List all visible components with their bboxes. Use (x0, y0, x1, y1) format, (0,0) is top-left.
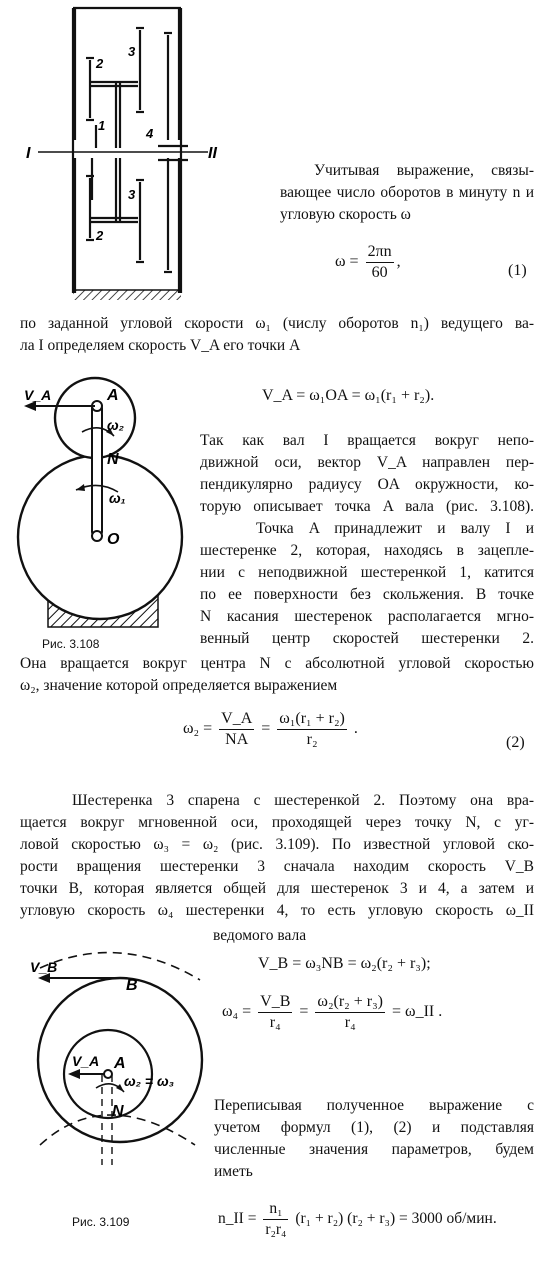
para4-line: N касания шестеренок располагается мгно- (200, 608, 534, 625)
para4-line: по ее поверхности без скольжения. В точке (200, 586, 534, 603)
paragraph-4 (200, 518, 534, 650)
para1-line: вающее число оборотов в минуту n и (280, 184, 534, 201)
label-shaft-in: I (26, 145, 31, 162)
eq-final-numerator: n₁ (269, 1200, 283, 1217)
para4-line: Точка A принадлежит и валу I и (256, 520, 534, 537)
para7-line: численные значения параметров, будем (214, 1141, 534, 1158)
eq2-f2-numerator: ω₁(r₁ + r₂) (279, 710, 345, 727)
eq2-tail: . (353, 720, 358, 738)
para6-line: точки B, которая является общей для шестеренок 3 и 4, а затем и (20, 880, 534, 897)
para7-line: иметь (214, 1163, 253, 1180)
paragraph-6 (20, 790, 534, 922)
label-gear-4: 4 (146, 126, 154, 141)
eq-w4-lhs: ω₄ = (222, 1003, 252, 1021)
eq2-f2-denominator: r₂ (277, 729, 347, 749)
para3-line: пендикулярно радиусу OA окружности, ко- (200, 476, 534, 493)
para6-line: Шестеренка 3 спарена с шестеренкой 2. Поэтому она вра- (72, 792, 534, 809)
fig108-label-n: N (107, 451, 119, 468)
paragraph-2 (20, 313, 534, 357)
paragraph-3 (200, 430, 534, 518)
para5-line: Она вращается вокруг центра N с абсолютной угловой скоростью (20, 655, 534, 672)
eq-w4-f2-numerator: ω₂(r₂ + r₃) (317, 993, 384, 1010)
label-gear-3-top: 3 (128, 44, 136, 59)
eq1-denominator: 60 (366, 262, 394, 282)
para2-line: ла I определяем скорость V_A его точки A (20, 337, 301, 354)
para7-line: учетом формул (1), (2) и подставляя (214, 1119, 534, 1136)
eq-final-denominator: r₂r₄ (265, 1221, 287, 1238)
fig109-label-a: A (114, 1055, 126, 1072)
fig109-label-va: V_A (72, 1053, 100, 1069)
eq2-fraction-1 (219, 710, 254, 749)
fig108-label-w2: ω₂ (107, 417, 125, 433)
label-shaft-out: II (208, 145, 217, 162)
eq1-tail: , (396, 253, 401, 271)
para4-line: нии с неподвижной шестеренкой 1, катится (200, 564, 534, 581)
equation-w4 (222, 993, 442, 1032)
equation-1 (335, 243, 401, 282)
eq1-lhs: ω = (335, 253, 359, 271)
fig108-label-a: A (107, 387, 119, 404)
para1-line: Учитывая выражение, связы- (314, 162, 534, 179)
figure-3-109 (20, 940, 210, 1165)
label-gear-2-bottom: 2 (96, 228, 104, 243)
eq1-numerator: 2πn (367, 243, 392, 260)
fig108-label-va: V_A (24, 387, 52, 403)
label-gear-1: 1 (98, 118, 106, 133)
eq2-equals: = (261, 720, 271, 738)
eq-w4-f1-numerator: V_B (260, 993, 291, 1010)
equation-1-number: (1) (508, 262, 527, 279)
eq2-fraction-2 (277, 710, 347, 749)
eq-w4-equals: = (299, 1003, 309, 1021)
para6-line: рости вращения шестеренки 3 сначала находим скорость V_B (20, 858, 534, 875)
eq-final-lhs: n_II = (218, 1210, 257, 1228)
paragraph-5 (20, 653, 534, 697)
equation-2-number: (2) (506, 734, 525, 751)
caption-3-108: Рис. 3.108 (42, 637, 100, 651)
para3-line: Так как вал I вращается вокруг непо- (200, 432, 534, 449)
equation-vb: V_B = ω₃NB = ω₂(r₂ + r₃); (258, 955, 431, 972)
fig108-label-o: O (107, 531, 120, 548)
para5-line: ω₂, значение которой определяется выражением (20, 677, 338, 694)
para6-line: угловую скорость ω₄ шестеренки 4, то есть угловую скорость ω_II (20, 902, 534, 919)
para1-line: угловую скорость ω (280, 206, 411, 223)
fig109-label-vb: V_B (30, 959, 58, 975)
para3-line: движной оси, вектор V_A направлен пер- (200, 454, 534, 471)
eq-w4-f2-denominator: r₄ (315, 1012, 385, 1032)
fig108-label-w1: ω₁ (109, 490, 126, 506)
equation-2 (183, 710, 358, 749)
label-gear-3-bottom: 3 (128, 187, 136, 202)
fig109-label-n: N (112, 1103, 124, 1120)
equation-final (218, 1200, 497, 1239)
equation-va: V_A = ω₁OA = ω₁(r₁ + r₂). (262, 387, 435, 404)
eq-w4-f1-denominator: r₄ (258, 1012, 292, 1032)
para2-line: по заданной угловой скорости ω₁ (числу оборотов n₁) ведущего ва- (20, 315, 534, 332)
fig109-label-b: B (126, 977, 138, 994)
paragraph-7 (214, 1095, 534, 1183)
para6-tail: ведомого вала (213, 927, 307, 944)
eq2-f1-denominator: NA (219, 729, 254, 749)
para4-line: шестеренке 2, которая, находясь в зацепле- (200, 542, 534, 559)
eq2-f1-numerator: V_A (221, 710, 253, 727)
eq-final-tail: (r₁ + r₂) (r₂ + r₃) = 3000 об/мин. (295, 1210, 497, 1228)
eq2-lhs: ω₂ = (183, 720, 213, 738)
gearbox-diagram (18, 0, 228, 305)
caption-3-109: Рис. 3.109 (72, 1215, 130, 1229)
eq-final-fraction (263, 1200, 288, 1239)
eq1-fraction (366, 243, 394, 282)
eq-w4-tail: = ω_II . (392, 1003, 443, 1021)
eq-w4-fraction-2 (315, 993, 385, 1032)
para4-line: венный центр скоростей шестеренки 2. (200, 630, 534, 647)
para6-line: щается вокруг мгновенной оси, проходящей через точку N, с уг- (20, 814, 534, 831)
para7-line: Переписывая полученное выражение с (214, 1097, 534, 1114)
para6-line: ловой скоростью ω₃ = ω₂ (рис. 3.109). По известной угловой ско- (20, 836, 534, 853)
eq-w4-fraction-1 (258, 993, 292, 1032)
paragraph-1 (280, 160, 534, 226)
figure-3-108 (10, 360, 190, 635)
para3-line: торую описывает точка A вала (рис. 3.108). (200, 498, 534, 515)
fig109-label-w23: ω₂ = ω₃ (124, 1073, 175, 1089)
label-gear-2-top: 2 (96, 56, 104, 71)
